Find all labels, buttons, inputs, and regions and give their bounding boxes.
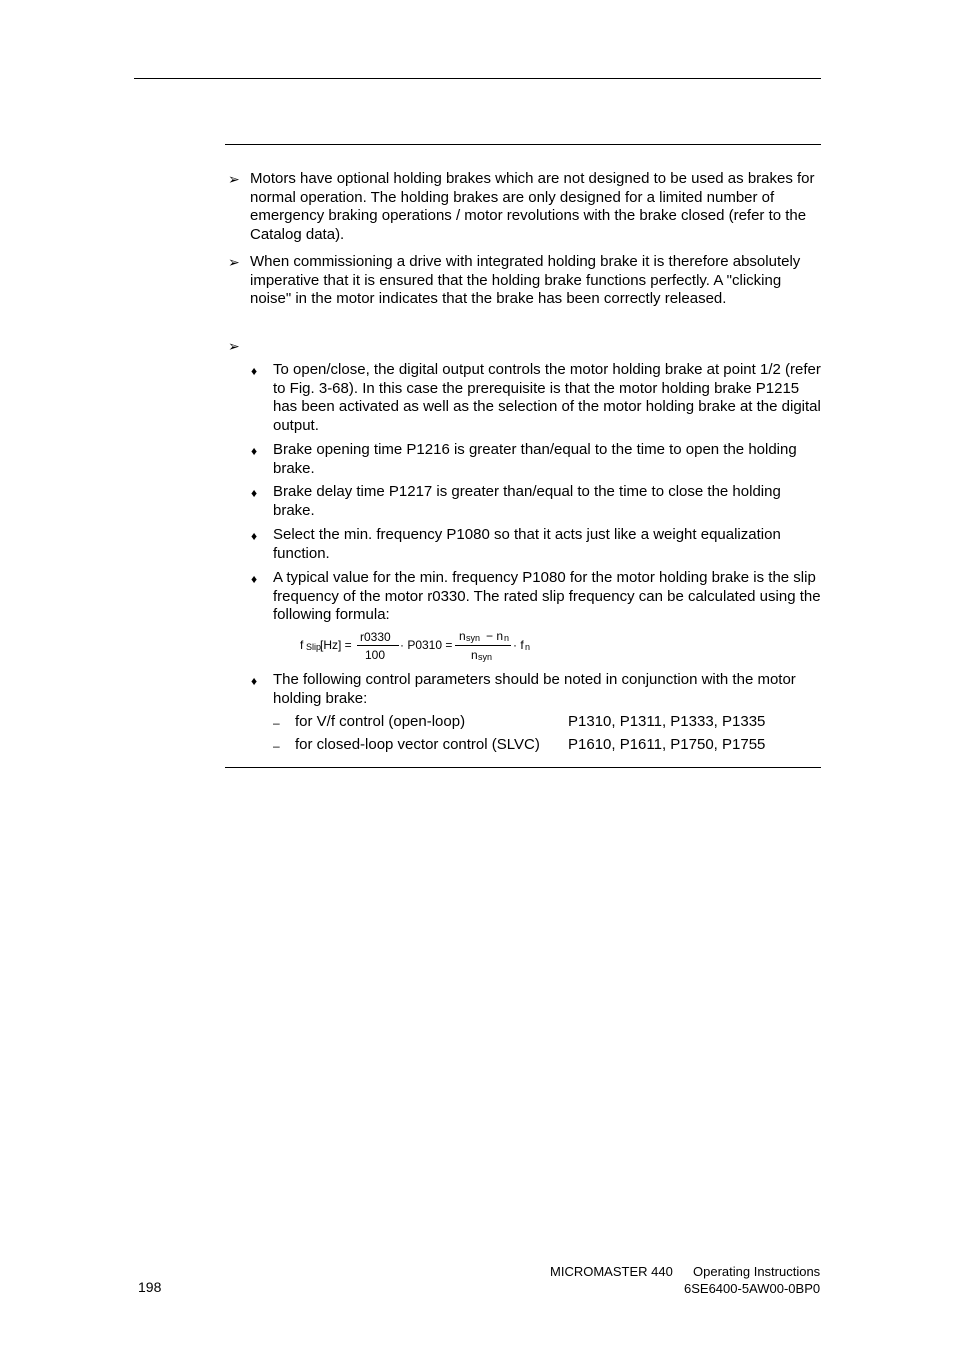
notes-top-rule (225, 144, 821, 145)
fraction-bar (357, 645, 399, 646)
arrow-bullet-icon: ➢ (228, 338, 240, 354)
formula-denominator-1: 100 (365, 648, 386, 662)
control-mode-params: P1310, P1311, P1333, P1335 (568, 713, 766, 730)
footer-product: MICROMASTER 440 (550, 1264, 673, 1279)
control-mode-params: P1610, P1611, P1750, P1755 (568, 736, 766, 753)
diamond-bullet-icon: ♦ (251, 364, 258, 378)
formula-numerator-2-sub: n (504, 633, 510, 643)
bullet-text: Brake delay time P1217 is greater than/equal to the time to close the holding brake. (273, 483, 781, 519)
bullet-text: Brake opening time P1216 is greater than/equal to the time to open the holding brake. (273, 441, 797, 477)
diamond-bullet-icon: ♦ (251, 486, 258, 500)
slip-frequency-formula (298, 628, 558, 664)
bullet-text: Select the min. frequency P1080 so that it acts just like a weight equalization function. (273, 526, 781, 562)
diamond-bullet-icon: ♦ (251, 444, 258, 458)
formula-numerator-2-minus: − n (486, 629, 504, 643)
formula-unit: [Hz] = (320, 638, 352, 652)
formula-numerator-1: r0330 (360, 630, 391, 644)
control-mode-label: for closed-loop vector control (SLVC) (295, 736, 540, 753)
formula-numerator-2-syn: syn (466, 633, 481, 643)
formula-tail: · f (513, 638, 524, 652)
diamond-bullet-icon: ♦ (251, 572, 258, 586)
formula-slip-subscript: Slip (306, 642, 322, 652)
dash-bullet-icon: – (273, 739, 280, 753)
diamond-bullet-icon: ♦ (251, 529, 258, 543)
control-mode-label: for V/f control (open-loop) (295, 713, 466, 730)
formula-tail-subscript: n (525, 642, 531, 652)
formula-denominator-2-n: n (471, 648, 478, 662)
notes-bottom-rule (225, 767, 821, 768)
note-text: When commissioning a drive with integrated holding brake it is therefore absolutely imperative that it is ensured that the holding brake functions perfectly. A "clicking noise" in the motor indicates that the brake has been correctly released. (250, 253, 801, 308)
formula-numerator-2-n: n (459, 629, 466, 643)
page-number: 198 (138, 1279, 162, 1295)
diamond-bullet-icon: ♦ (251, 674, 258, 688)
bullet-text: The following control parameters should be noted in conjunction with the motor holding brake: (273, 671, 796, 707)
arrow-bullet-icon: ➢ (228, 171, 240, 187)
footer-doc-type: Operating Instructions (693, 1264, 821, 1279)
header-rule (134, 78, 821, 79)
formula-f: f (300, 638, 304, 652)
fraction-bar (455, 645, 511, 646)
dash-bullet-icon: – (273, 716, 280, 730)
arrow-bullet-icon: ➢ (228, 254, 240, 270)
bullet-text: To open/close, the digital output controls the motor holding brake at point 1/2 (refer to Fig. 3-68). In this case the prerequisite is that the motor holding brake P1215 has been activated as well as the selection of the motor holding brake at the digital output. (273, 361, 821, 434)
note-text: Motors have optional holding brakes which are not designed to be used as brakes for normal operation. The holding brakes are only designed for a limited number of emergency braking operations / motor revolutions with the brake closed (refer to the Catalog data). (250, 170, 815, 243)
bullet-text: A typical value for the min. frequency P1080 for the motor holding brake is the slip frequency of the motor r0330. The rated slip frequency can be calculated using the following formula: (273, 569, 821, 624)
footer-order-number: 6SE6400-5AW00-0BP0 (684, 1281, 821, 1296)
formula-middle: · P0310 = (400, 638, 453, 652)
formula-denominator-2-syn: syn (478, 652, 493, 662)
